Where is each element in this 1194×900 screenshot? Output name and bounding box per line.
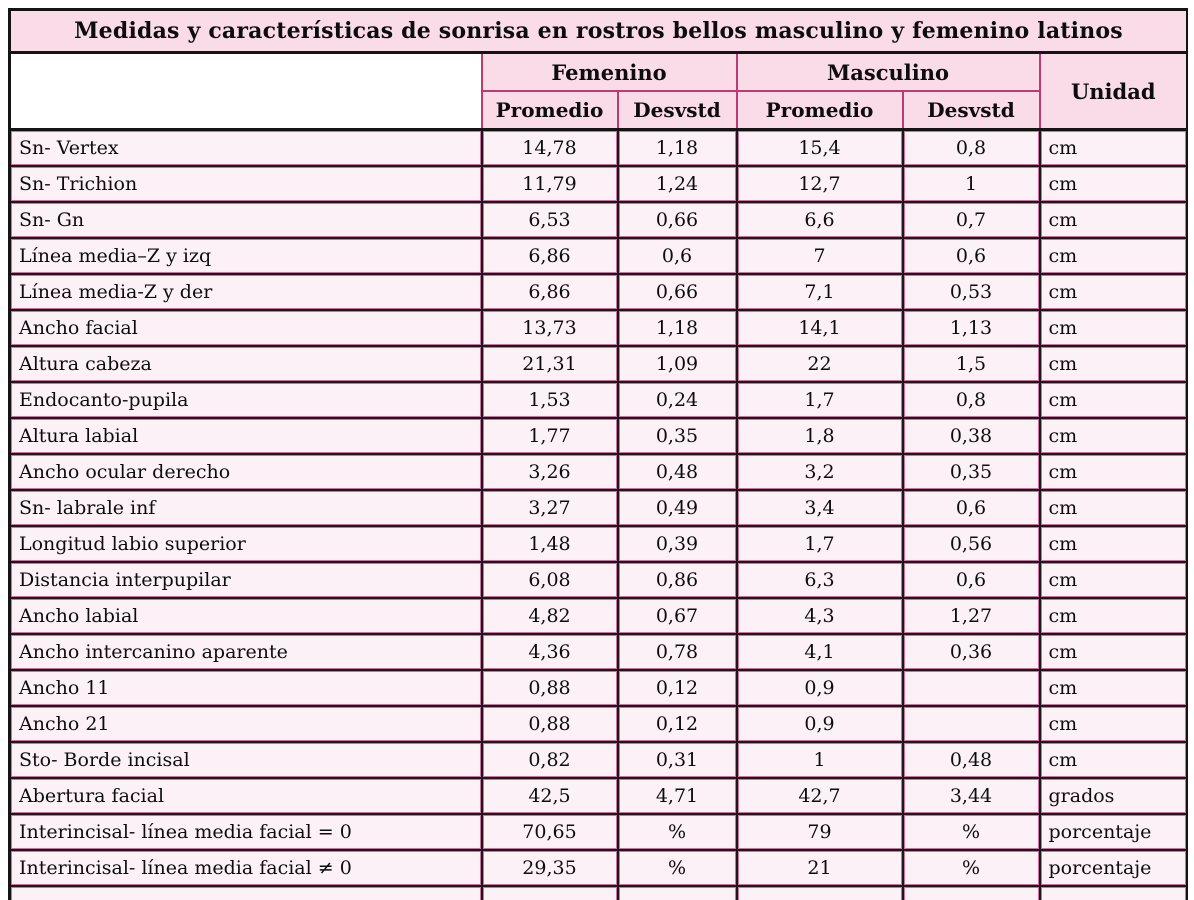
unit-cell: cm — [1040, 418, 1188, 454]
male-avg-cell: 0,9 — [737, 706, 903, 742]
female-avg-cell: 6,53 — [482, 202, 618, 238]
male-avg-cell: 22 — [737, 346, 903, 382]
female-std-cell: % — [618, 814, 737, 850]
table-row — [10, 130, 1188, 167]
male-avg-cell: 1 — [737, 742, 903, 778]
female-std-cell: 0,12 — [618, 706, 737, 742]
female-std-header: Desvstd — [618, 91, 737, 130]
female-avg-cell: 6,86 — [482, 274, 618, 310]
male-std-cell: 1,13 — [903, 310, 1040, 346]
table-row — [10, 814, 1188, 850]
female-std-cell: 4,71 — [618, 778, 737, 814]
female-avg-cell: 3,27 — [482, 490, 618, 526]
unit-cell: cm — [1040, 454, 1188, 490]
female-avg-cell: 29,35 — [482, 850, 618, 886]
unit-cell: cm — [1040, 238, 1188, 274]
unit-cell: cm — [1040, 382, 1188, 418]
unit-cell: porcentaje — [1040, 814, 1188, 850]
male-std-cell: 0,48 — [903, 742, 1040, 778]
row-label-cell: Sn- Vertex — [10, 130, 482, 167]
table-row — [10, 850, 1188, 886]
female-group-header: Femenino — [482, 53, 737, 92]
unit-cell: cm — [1040, 706, 1188, 742]
female-avg-cell: 21,31 — [482, 346, 618, 382]
male-avg-cell: 42,7 — [737, 778, 903, 814]
table-row — [10, 526, 1188, 562]
female-avg-cell: 42,5 — [482, 778, 618, 814]
table-row — [10, 238, 1188, 274]
male-avg-cell: 3,4 — [737, 490, 903, 526]
unit-cell: cm — [1040, 742, 1188, 778]
female-avg-cell: 6,08 — [482, 562, 618, 598]
unit-cell: cm — [1040, 634, 1188, 670]
male-avg-cell: 21 — [737, 850, 903, 886]
male-std-cell: 1 — [903, 166, 1040, 202]
male-std-cell: 3,44 — [903, 778, 1040, 814]
row-label-cell: Ancho 21 — [10, 706, 482, 742]
row-label-cell: Interincisal- línea media facial = 0 — [10, 814, 482, 850]
female-avg-header: Promedio — [482, 91, 618, 130]
male-std-cell: 0,6 — [903, 490, 1040, 526]
male-std-header: Desvstd — [903, 91, 1040, 130]
female-avg-cell: 14,78 — [482, 130, 618, 167]
female-std-cell: 0,35 — [618, 418, 737, 454]
female-avg-cell: 0,88 — [482, 706, 618, 742]
male-avg-cell: 1,7 — [737, 382, 903, 418]
male-avg-cell: 4,1 — [737, 634, 903, 670]
male-std-cell: 1,27 — [903, 598, 1040, 634]
female-std-cell: 0,48 — [618, 454, 737, 490]
female-std-cell: 0,39 — [618, 526, 737, 562]
unit-cell: cm — [1040, 346, 1188, 382]
group-header-row — [10, 53, 1188, 92]
female-std-cell: 1,09 — [618, 346, 737, 382]
row-label-cell — [10, 886, 482, 900]
female-std-cell: 0,66 — [618, 202, 737, 238]
table-row — [10, 490, 1188, 526]
row-label-cell: Ancho 11 — [10, 670, 482, 706]
female-avg-cell: 0,82 — [482, 742, 618, 778]
table-header — [10, 10, 1188, 130]
row-label-cell: Ancho facial — [10, 310, 482, 346]
row-label-cell: Ancho ocular derecho — [10, 454, 482, 490]
table-row — [10, 706, 1188, 742]
female-std-cell: 0,86 — [618, 562, 737, 598]
male-std-cell: 0,35 — [903, 454, 1040, 490]
row-label-cell: Ancho labial — [10, 598, 482, 634]
row-label-cell: Ancho intercanino aparente — [10, 634, 482, 670]
row-label-cell: Sn- labrale inf — [10, 490, 482, 526]
male-std-cell — [903, 886, 1040, 900]
male-avg-cell: 15,4 — [737, 130, 903, 167]
table-row — [10, 634, 1188, 670]
row-label-cell: Sn- Gn — [10, 202, 482, 238]
female-std-cell: % — [618, 850, 737, 886]
male-avg-header: Promedio — [737, 91, 903, 130]
male-avg-cell: 7,1 — [737, 274, 903, 310]
female-avg-cell: 4,82 — [482, 598, 618, 634]
table-title: Medidas y características de sonrisa en rostros bellos masculino y femenino latinos — [10, 10, 1188, 53]
male-std-cell: 0,6 — [903, 238, 1040, 274]
row-label-cell: Sto- Borde incisal — [10, 742, 482, 778]
female-avg-cell: 70,65 — [482, 814, 618, 850]
female-std-cell: 0,49 — [618, 490, 737, 526]
female-avg-cell: 1,53 — [482, 382, 618, 418]
male-std-cell: % — [903, 814, 1040, 850]
smile-measurements-table — [8, 8, 1188, 900]
male-avg-cell: 7 — [737, 238, 903, 274]
row-label-cell: Línea media-Z y der — [10, 274, 482, 310]
male-avg-cell: 14,1 — [737, 310, 903, 346]
unit-cell: cm — [1040, 670, 1188, 706]
table-body — [10, 130, 1188, 900]
female-avg-cell: 6,86 — [482, 238, 618, 274]
table-row-partial — [10, 886, 1188, 900]
unit-column-header: Unidad — [1040, 53, 1188, 130]
table-row — [10, 382, 1188, 418]
row-label-cell: Altura labial — [10, 418, 482, 454]
table-row — [10, 166, 1188, 202]
female-std-cell: 1,18 — [618, 310, 737, 346]
table-row — [10, 778, 1188, 814]
female-avg-cell — [482, 886, 618, 900]
male-std-cell: 0,8 — [903, 382, 1040, 418]
row-label-cell: Abertura facial — [10, 778, 482, 814]
male-std-cell: 0,6 — [903, 562, 1040, 598]
female-avg-cell: 0,88 — [482, 670, 618, 706]
table-row — [10, 346, 1188, 382]
female-std-cell: 1,18 — [618, 130, 737, 167]
female-avg-cell: 1,77 — [482, 418, 618, 454]
corner-empty-cell — [10, 53, 482, 130]
unit-cell: cm — [1040, 130, 1188, 167]
table-row — [10, 274, 1188, 310]
row-label-cell: Longitud labio superior — [10, 526, 482, 562]
male-std-cell: 0,38 — [903, 418, 1040, 454]
female-avg-cell: 1,48 — [482, 526, 618, 562]
row-label-cell: Distancia interpupilar — [10, 562, 482, 598]
male-std-cell — [903, 706, 1040, 742]
unit-cell: cm — [1040, 310, 1188, 346]
male-std-cell: 0,56 — [903, 526, 1040, 562]
unit-cell: cm — [1040, 598, 1188, 634]
male-std-cell: 0,36 — [903, 634, 1040, 670]
male-avg-cell: 1,8 — [737, 418, 903, 454]
female-avg-cell: 11,79 — [482, 166, 618, 202]
row-label-cell: Altura cabeza — [10, 346, 482, 382]
table-row — [10, 202, 1188, 238]
male-avg-cell: 1,7 — [737, 526, 903, 562]
row-label-cell: Interincisal- línea media facial ≠ 0 — [10, 850, 482, 886]
male-avg-cell: 3,2 — [737, 454, 903, 490]
unit-cell: grados — [1040, 778, 1188, 814]
table-row — [10, 310, 1188, 346]
female-std-cell: 0,24 — [618, 382, 737, 418]
table-row — [10, 418, 1188, 454]
male-avg-cell: 4,3 — [737, 598, 903, 634]
male-avg-cell — [737, 886, 903, 900]
female-std-cell: 0,12 — [618, 670, 737, 706]
row-label-cell: Sn- Trichion — [10, 166, 482, 202]
measurements-table-container — [8, 8, 1188, 900]
male-group-header: Masculino — [737, 53, 1040, 92]
male-std-cell: % — [903, 850, 1040, 886]
table-row — [10, 742, 1188, 778]
female-std-cell: 0,78 — [618, 634, 737, 670]
female-std-cell: 0,66 — [618, 274, 737, 310]
table-row — [10, 598, 1188, 634]
female-std-cell: 1,24 — [618, 166, 737, 202]
unit-cell: cm — [1040, 202, 1188, 238]
unit-cell: porcentaje — [1040, 850, 1188, 886]
unit-cell: cm — [1040, 274, 1188, 310]
unit-cell — [1040, 886, 1188, 900]
male-std-cell: 0,8 — [903, 130, 1040, 167]
female-avg-cell: 4,36 — [482, 634, 618, 670]
female-std-cell: 0,67 — [618, 598, 737, 634]
female-std-cell: 0,6 — [618, 238, 737, 274]
male-std-cell: 0,7 — [903, 202, 1040, 238]
title-row — [10, 10, 1188, 53]
female-avg-cell: 13,73 — [482, 310, 618, 346]
male-avg-cell: 6,3 — [737, 562, 903, 598]
male-std-cell — [903, 670, 1040, 706]
table-row — [10, 454, 1188, 490]
unit-cell: cm — [1040, 490, 1188, 526]
male-avg-cell: 0,9 — [737, 670, 903, 706]
unit-cell: cm — [1040, 166, 1188, 202]
female-std-cell — [618, 886, 737, 900]
female-avg-cell: 3,26 — [482, 454, 618, 490]
male-std-cell: 0,53 — [903, 274, 1040, 310]
table-row — [10, 562, 1188, 598]
unit-cell: cm — [1040, 562, 1188, 598]
male-avg-cell: 6,6 — [737, 202, 903, 238]
male-std-cell: 1,5 — [903, 346, 1040, 382]
male-avg-cell: 12,7 — [737, 166, 903, 202]
unit-cell: cm — [1040, 526, 1188, 562]
female-std-cell: 0,31 — [618, 742, 737, 778]
row-label-cell: Línea media–Z y izq — [10, 238, 482, 274]
table-row — [10, 670, 1188, 706]
row-label-cell: Endocanto-pupila — [10, 382, 482, 418]
male-avg-cell: 79 — [737, 814, 903, 850]
